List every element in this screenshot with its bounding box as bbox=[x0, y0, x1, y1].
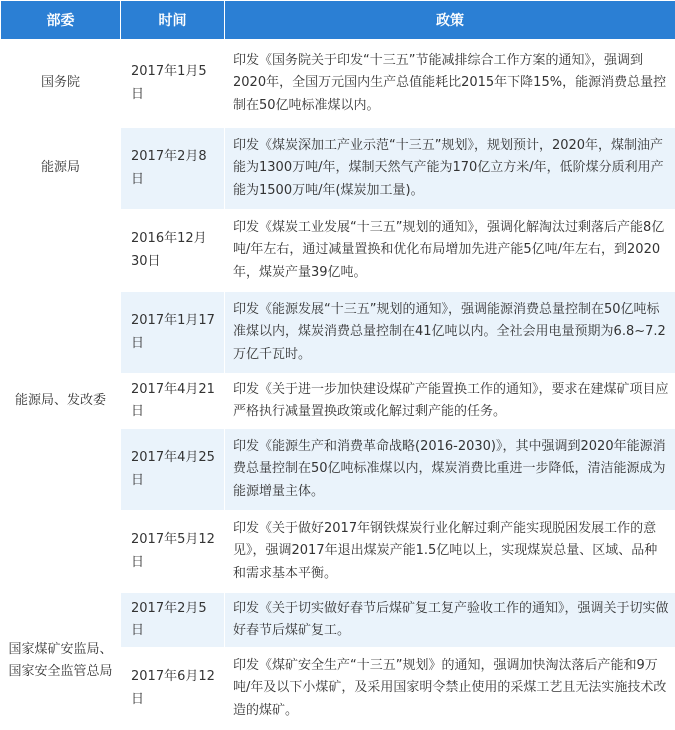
table-body bbox=[1, 40, 675, 730]
table-row bbox=[1, 40, 675, 128]
time-cell: 2017年1月5日 bbox=[121, 40, 225, 128]
table-header bbox=[1, 1, 675, 40]
time-cell: 2017年2月5日 bbox=[121, 593, 225, 648]
header-row bbox=[1, 1, 675, 40]
time-cell: 2017年5月12日 bbox=[121, 511, 225, 593]
policy-cell: 印发《煤矿安全生产“十三五”规划》的通知，强调加快淘汰落后产能和9万吨/年及以下小煤矿，及采用国家明令禁止使用的采煤工艺且无法实施技术改造的煤矿。 bbox=[225, 648, 675, 730]
table-row bbox=[1, 128, 675, 210]
table-row bbox=[1, 593, 675, 648]
time-cell: 2017年1月17日 bbox=[121, 292, 225, 374]
header-time: 时间 bbox=[121, 1, 225, 40]
time-cell: 2017年6月12日 bbox=[121, 648, 225, 730]
policy-cell: 印发《国务院关于印发“十三五”节能减排综合工作方案的通知》，强调到2020年，全国万元国内生产总值能耗比2015年下降15%，能源消费总量控制在50亿吨标准煤以内。 bbox=[225, 40, 675, 128]
department-cell: 国务院 bbox=[1, 40, 121, 128]
header-policy: 政策 bbox=[225, 1, 675, 40]
department-cell: 国家煤矿安监局、国家安全监管总局 bbox=[1, 593, 121, 730]
policy-cell: 印发《关于做好2017年钢铁煤炭行业化解过剩产能实现脱困发展工作的意见》，强调2017年退出煤炭产能1.5亿吨以上，实现煤炭总量、区域、品种和需求基本平衡。 bbox=[225, 511, 675, 593]
policy-cell: 印发《关于进一步加快建设煤矿产能置换工作的通知》，要求在建煤矿项目应严格执行减量置换政策或化解过剩产能的任务。 bbox=[225, 374, 675, 429]
policy-cell: 印发《煤炭工业发展“十三五”规划的通知》，强调化解淘汰过剩落后产能8亿吨/年左右，通过减量置换和优化布局增加先进产能5亿吨/年左右，到2020年，煤炭产量39亿吨。 bbox=[225, 210, 675, 292]
time-cell: 2017年2月8日 bbox=[121, 128, 225, 210]
department-cell: 能源局、发改委 bbox=[1, 210, 121, 593]
table-row bbox=[1, 210, 675, 292]
time-cell: 2017年4月21日 bbox=[121, 374, 225, 429]
policy-cell: 印发《能源发展“十三五”规划的通知》，强调能源消费总量控制在50亿吨标准煤以内，煤炭消费总量控制在41亿吨以内。全社会用电量预期为6.8~7.2万亿千瓦时。 bbox=[225, 292, 675, 374]
time-cell: 2017年4月25日 bbox=[121, 429, 225, 511]
policy-cell: 印发《煤炭深加工产业示范“十三五”规划》，规划预计，2020年，煤制油产能为1300万吨/年，煤制天然气产能为170亿立方米/年，低阶煤分质利用产能为1500万吨/年(煤炭加工量)。 bbox=[225, 128, 675, 210]
department-cell: 能源局 bbox=[1, 128, 121, 210]
policy-cell: 印发《能源生产和消费革命战略(2016-2030)》，其中强调到2020年能源消费总量控制在50亿吨标准煤以内，煤炭消费比重进一步降低，清洁能源成为能源增量主体。 bbox=[225, 429, 675, 511]
header-department: 部委 bbox=[1, 1, 121, 40]
policy-cell: 印发《关于切实做好春节后煤矿复工复产验收工作的通知》，强调关于切实做好春节后煤矿复工。 bbox=[225, 593, 675, 648]
time-cell: 2016年12月30日 bbox=[121, 210, 225, 292]
